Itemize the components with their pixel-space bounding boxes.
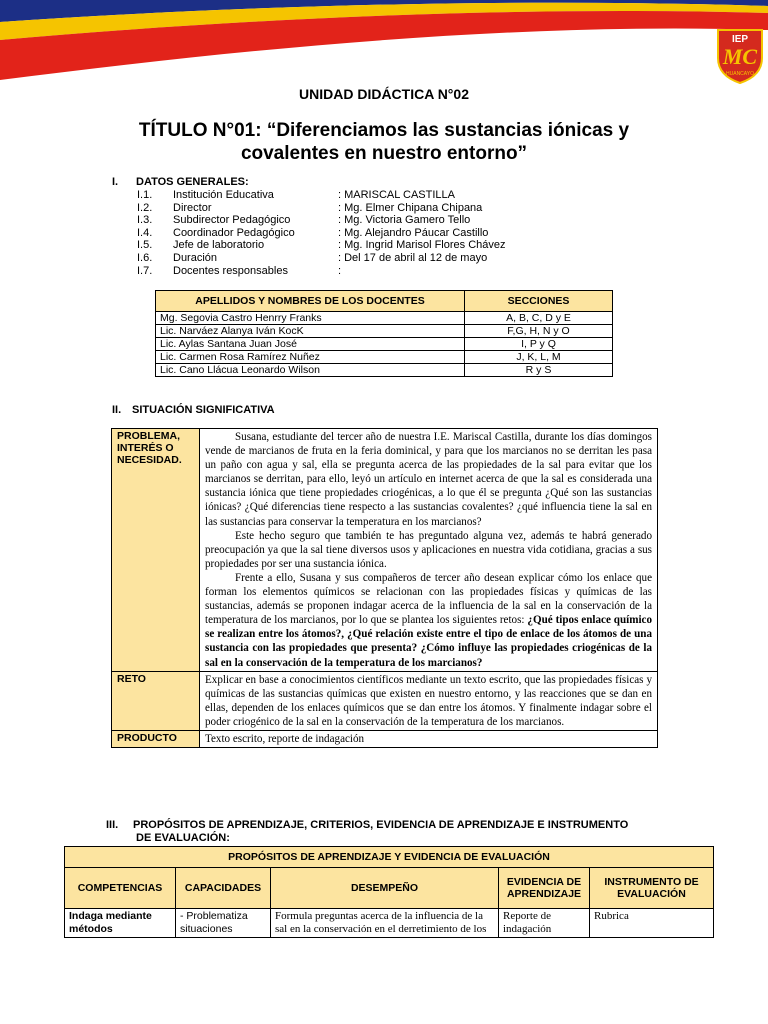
title-line-2: covalentes en nuestro entorno” <box>240 143 528 164</box>
unidad-heading: UNIDAD DIDÁCTICA N°02 <box>299 86 469 102</box>
table-row <box>112 429 658 672</box>
capacidad-cell: - Problematiza situaciones <box>176 909 271 938</box>
docente-name-cell: Lic. Aylas Santana Juan José <box>156 338 465 351</box>
table-row <box>65 909 714 938</box>
retos-questions: ¿Qué tipos enlace químico se realizan entre los átomos?, ¿Qué relación existe entre el tipo de enlace de los átomos de una sustancia con las propiedades que presenta? ¿Cómo influye las propiedades criogénicas de la sal en la conservación de la temperatura de los marcianos? <box>205 614 652 669</box>
docente-name-cell: Lic. Cano Llácua Leonardo Wilson <box>156 364 465 377</box>
datos-item-label: Docentes responsables <box>173 264 288 277</box>
section-title: PROPÓSITOS DE APRENDIZAJE, CRITERIOS, EVIDENCIA DE APRENDIZAJE E INSTRUMENTO <box>133 819 629 831</box>
paragraph: Susana, estudiante del tercer año de nuestra I.E. Mariscal Castilla, durante los días domingos vende de marcianos de fruta en la feria dominical, y para que los marcianos no se derritan les pasa un paño con agua y sal, ella se pregunta acerca de las propiedades de la sal para evitar que los marcianos se derritan, para ello, leyó un artículo en internet acerca de que la sal es considerada una sustancia iónica que tiene propiedades criogénicas, a lo que él se pregunta ¿Qué son las sustancias iónicas? ¿Qué diferencias tiene respecto a las sustancias covalentes? ¿qué influencia tiene la sal en las sustancias para conservar la temperatura en los marcianos? <box>205 431 652 528</box>
table-header-row <box>65 868 714 909</box>
table-title-row <box>65 847 714 868</box>
header-stripes <box>0 0 768 90</box>
datos-item-value: : <box>338 264 342 277</box>
docente-name-cell: Lic. Narváez Alanya Iván KocK <box>156 325 465 338</box>
section-number: III. <box>106 819 119 831</box>
section-number: II. <box>112 404 122 416</box>
paragraph: Este hecho seguro que también te has preguntado alguna vez, además te habrá generado preocupación ya que la sal tiene diversos usos y aplicaciones en nuestra vida cotidiana, gracias a sus propiedades por ser una sustancia iónica. <box>205 529 652 570</box>
table-row <box>112 730 658 747</box>
docente-name-cell: Lic. Carmen Rosa Ramírez Nuñez <box>156 351 465 364</box>
propositos-heading <box>106 819 628 845</box>
desempeno-cell: Formula preguntas acerca de la influencia de la sal en la conservación en el derretimiento de los <box>271 909 499 938</box>
logo-text-bottom: HUANCAYO <box>726 71 754 77</box>
column-header: INSTRUMENTO DE EVALUACIÓN <box>590 868 714 909</box>
problema-label: PROBLEMA, INTERÉS O NECESIDAD. <box>112 429 200 672</box>
situacion-table <box>111 428 658 748</box>
reto-label: RETO <box>112 671 200 730</box>
column-header: DESEMPEÑO <box>271 868 499 909</box>
document-title <box>100 119 668 165</box>
datos-item <box>137 252 506 265</box>
secciones-cell: I, P y Q <box>465 338 613 351</box>
secciones-cell: F,G, H, N y O <box>465 325 613 338</box>
datos-item-num: I.6. <box>137 251 153 264</box>
datos-item <box>137 214 506 227</box>
table-title: PROPÓSITOS DE APRENDIZAJE Y EVIDENCIA DE EVALUACIÓN <box>65 847 714 868</box>
datos-item-num: I.7. <box>137 264 153 277</box>
competencia-cell: Indaga mediante métodos <box>65 909 176 938</box>
datos-generales-list <box>137 189 506 277</box>
datos-item-num: I.5. <box>137 239 153 252</box>
table-row <box>156 364 613 377</box>
datos-item-value: : Mg. Elmer Chipana Chipana <box>338 201 483 214</box>
docentes-table <box>155 290 613 377</box>
datos-item-num: I.2. <box>137 201 153 214</box>
propositos-table <box>64 846 714 938</box>
datos-item-value: : Mg. Alejandro Páucar Castillo <box>338 226 489 239</box>
paragraph <box>205 571 652 670</box>
docente-name-cell: Mg. Segovia Castro Henrry Franks <box>156 312 465 325</box>
datos-item-num: I.4. <box>137 226 153 239</box>
datos-item-label: Duración <box>173 251 218 264</box>
datos-item-label: Institución Educativa <box>173 189 274 201</box>
secciones-cell: A, B, C, D y E <box>465 312 613 325</box>
table-header-row <box>156 291 613 312</box>
school-logo <box>710 22 768 84</box>
datos-item-label: Jefe de laboratorio <box>173 239 265 252</box>
producto-label: PRODUCTO <box>112 730 200 747</box>
producto-text: Texto escrito, reporte de indagación <box>200 730 658 747</box>
column-header: SECCIONES <box>465 291 613 312</box>
datos-item-num: I.3. <box>137 214 153 227</box>
datos-item <box>137 202 506 215</box>
section-number: I. <box>112 176 119 188</box>
title-line-1: TÍTULO N°01: “Diferenciamos las sustancias iónicas y <box>138 120 630 141</box>
evidencia-cell: Reporte de indagación <box>499 909 590 938</box>
instrumento-cell: Rubrica <box>590 909 714 938</box>
logo-text-top: IEP <box>731 34 749 45</box>
datos-item <box>137 189 506 202</box>
datos-item-label: Coordinador Pedagógico <box>173 226 295 239</box>
datos-item-value: : Mg. Victoria Gamero Tello <box>338 214 471 227</box>
datos-item <box>137 265 506 278</box>
column-header: APELLIDOS Y NOMBRES DE LOS DOCENTES <box>156 291 465 312</box>
section-title: DATOS GENERALES: <box>136 176 249 188</box>
datos-item-label: Subdirector Pedagógico <box>173 214 291 227</box>
logo-text-main: MC <box>722 44 758 69</box>
table-row <box>156 312 613 325</box>
datos-item <box>137 227 506 240</box>
problema-text <box>200 429 658 672</box>
datos-generales-heading <box>112 176 249 188</box>
datos-item <box>137 239 506 252</box>
section-title: SITUACIÓN SIGNIFICATIVA <box>132 404 275 416</box>
secciones-cell: J, K, L, M <box>465 351 613 364</box>
table-row <box>112 671 658 730</box>
reto-text: Explicar en base a conocimientos científicos mediante un texto escrito, que las propiedades físicas y químicas de las sustancias químicas que existen en nuestro entorno, y las reacciones que se dan en ellas, dependen de los enlaces químicos que se dan entre los átomos. Y finalmente indagar sobre el poder criogénico de la sal en la conservación de la temperatura de los marcianos. <box>200 671 658 730</box>
table-row <box>156 338 613 351</box>
column-header: COMPETENCIAS <box>65 868 176 909</box>
datos-item-num: I.1. <box>137 189 153 201</box>
table-row <box>156 325 613 338</box>
datos-item-label: Director <box>173 201 212 214</box>
heading-line-2: DE EVALUACIÓN: <box>136 832 230 844</box>
situacion-heading <box>112 404 275 416</box>
datos-item-value: : MARISCAL CASTILLA <box>338 189 455 201</box>
heading-line-1 <box>106 819 628 832</box>
column-header: CAPACIDADES <box>176 868 271 909</box>
datos-item-value: : Mg. Ingrid Marisol Flores Chávez <box>338 239 506 252</box>
table-row <box>156 351 613 364</box>
datos-item-value: : Del 17 de abril al 12 de mayo <box>338 251 488 264</box>
column-header: EVIDENCIA DE APRENDIZAJE <box>499 868 590 909</box>
secciones-cell: R y S <box>465 364 613 377</box>
paragraph-text: Frente a ello, Susana y sus compañeros de tercer año desean explicar cómo los enlace que forman los elementos químicos se relacionan con las propiedades físicas y químicas de las sustancias, además se proponen indagar acerca de la influencia de la sal en la conservación de la temperatura de los marcianos, por lo que se plantea los siguientes retos: <box>205 571 652 627</box>
